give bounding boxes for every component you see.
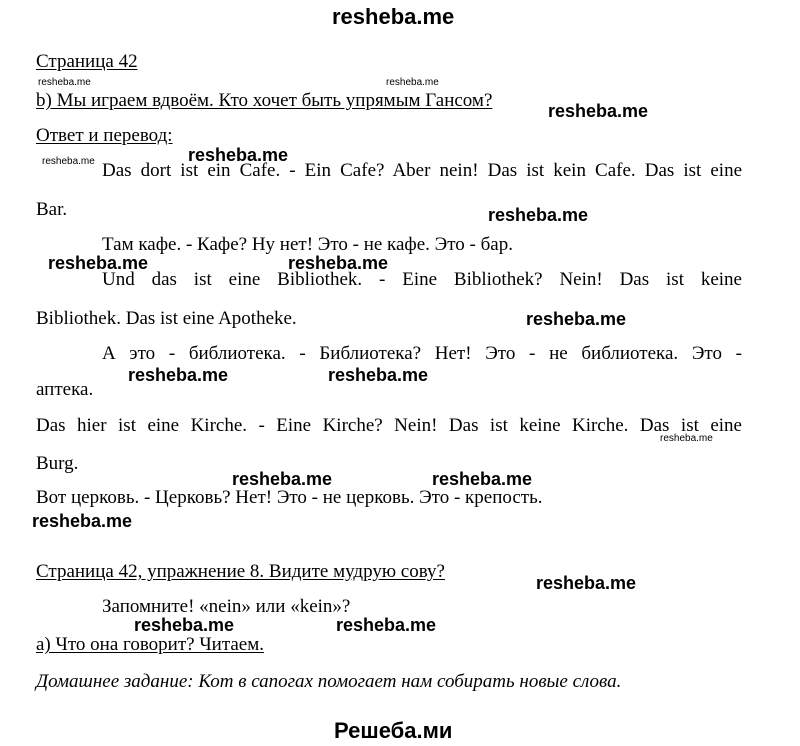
watermark: resheba.me xyxy=(188,145,289,165)
site-header-title: resheba.me xyxy=(332,4,455,29)
text-line-3: Там кафе. - Кафе? Ну нет! Это - не кафе. Это - бар. xyxy=(102,234,513,255)
site-footer-title: Решеба.ми xyxy=(334,718,453,743)
watermark: resheba.me xyxy=(42,156,95,167)
text-line-4: Und das ist eine Bibliothek. - Eine Bibliothek? Nein! Das ist keine xyxy=(102,269,742,290)
answer-heading: Ответ и перевод: xyxy=(36,125,173,146)
text-line-7: аптека. xyxy=(36,379,94,400)
watermark: resheba.me xyxy=(38,77,91,88)
task-heading: b) Мы играем вдвоём. Кто хочет быть упрямым Гансом? xyxy=(36,90,493,111)
watermark: resheba.me xyxy=(386,77,439,88)
text-line-2: Bar. xyxy=(36,199,68,220)
homework-line: Домашнее задание: Кот в сапогах помогает нам собирать новые слова. xyxy=(36,671,622,692)
text-line-1: Das dort ist ein Cafe. - Ein Cafe? Aber nein! Das ist kein Cafe. Das ist eine xyxy=(102,160,742,181)
watermark: resheba.me xyxy=(328,365,429,385)
page-label: Страница 42 xyxy=(36,51,138,72)
text-line-5: Bibliothek. Das ist eine Apotheke. xyxy=(36,308,297,329)
watermark: resheba.me xyxy=(288,253,389,273)
watermark: resheba.me xyxy=(232,469,333,489)
text-line-6: А это - библиотека. - Библиотека? Нет! Это - не библиотека. Это - xyxy=(102,343,742,364)
remember-line: Запомните! «nein» или «kein»? xyxy=(102,596,351,617)
text-line-10: Вот церковь. - Церковь? Нет! Это - не церковь. Это - крепость. xyxy=(36,487,543,508)
watermark: resheba.me xyxy=(48,253,149,273)
watermark: resheba.me xyxy=(536,573,637,593)
watermark: resheba.me xyxy=(432,469,533,489)
watermark: resheba.me xyxy=(548,101,649,121)
watermark: resheba.me xyxy=(488,205,589,225)
watermark: resheba.me xyxy=(128,365,229,385)
exercise-heading: Страница 42, упражнение 8. Видите мудрую сову? xyxy=(36,561,445,582)
text-line-8: Das hier ist eine Kirche. - Eine Kirche? Nein! Das ist keine Kirche. Das ist eine xyxy=(36,415,742,436)
watermark: resheba.me xyxy=(336,615,437,635)
subtask-heading: а) Что она говорит? Читаем. xyxy=(36,634,265,655)
text-line-9: Burg. xyxy=(36,453,79,474)
watermark: resheba.me xyxy=(134,615,235,635)
watermark: resheba.me xyxy=(32,511,133,531)
watermark: resheba.me xyxy=(526,309,627,329)
watermark: resheba.me xyxy=(660,433,713,444)
